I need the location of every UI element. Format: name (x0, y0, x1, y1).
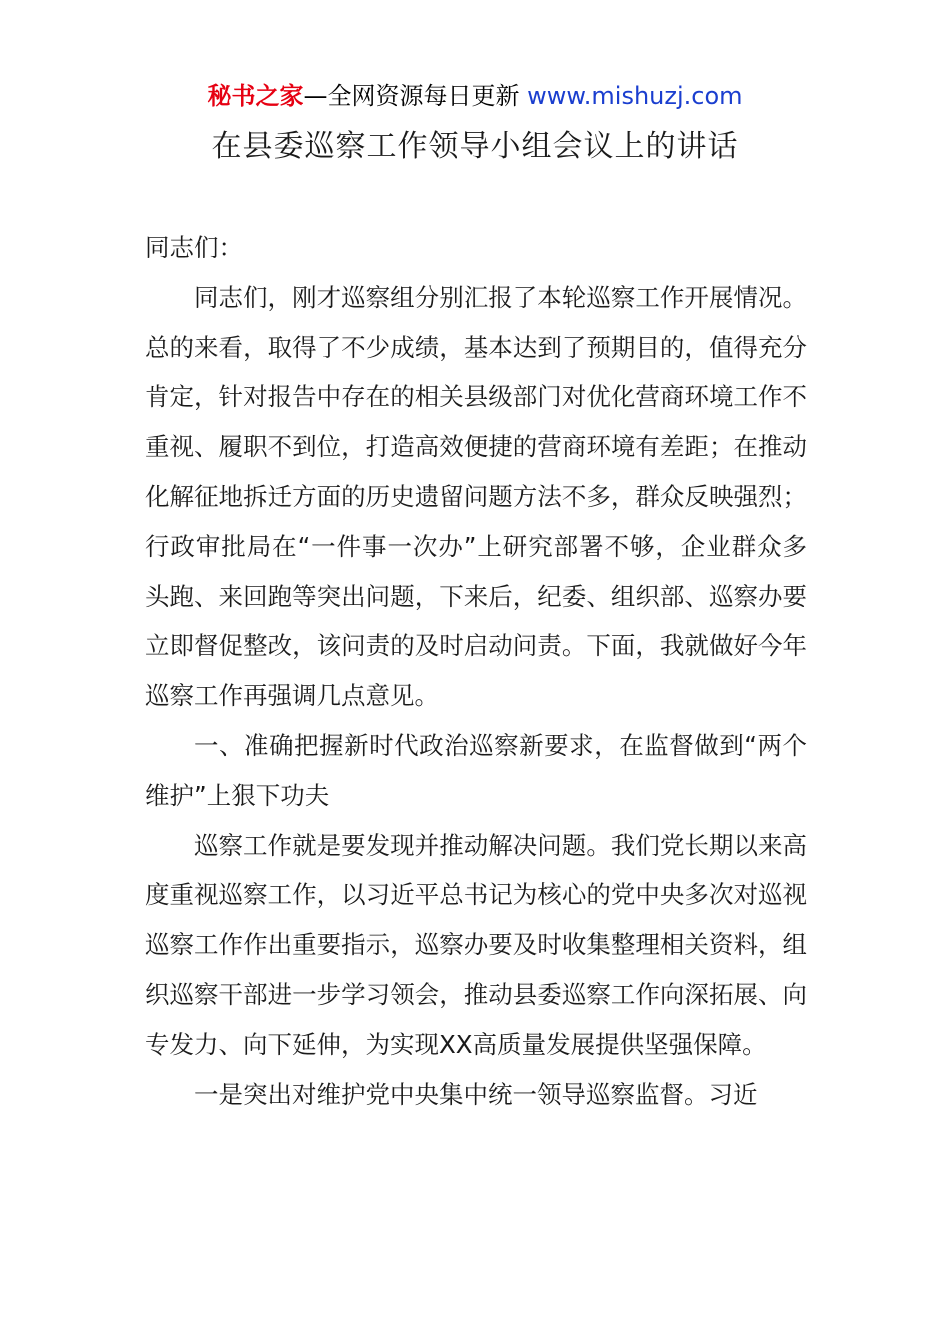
section-heading-1: 一、准确把握新时代政治巡察新要求，在监督做到“两个维护”上狠下功夫 (145, 730, 807, 810)
site-url-link[interactable]: www.mishuzj.com (527, 82, 743, 110)
site-header (0, 78, 950, 114)
paragraph-point-1: 一是突出对维护党中央集中统一领导巡察监督。习近 (194, 1079, 758, 1109)
site-name: 秘书之家 (207, 82, 304, 110)
document-title: 在县委巡察工作领导小组会议上的讲话 (211, 129, 739, 164)
paragraph-intro: 同志们，刚才巡察组分别汇报了本轮巡察工作开展情况。总的来看，取得了不少成绩，基本达到了预期目的，值得充分肯定，针对报告中存在的相关县级部门对优化营商环境工作不重视、履职不到位，打造高效便捷的营商环境有差距；在推动化解征地拆迁方面的历史遗留问题方法不多，群众反映强烈；行政审批局在“一件事一次办”上研究部署不够，企业群众多头跑、来回跑等突出问题，下来后，纪委、组织部、巡察办要立即督促整改，该问责的及时启动问责。下面，我就做好今年巡察工作再强调几点意见。 (145, 282, 807, 711)
salutation: 同志们： (145, 233, 243, 262)
document-body (145, 223, 807, 1119)
paragraph-section-1: 巡察工作就是要发现并推动解决问题。我们党长期以来高度重视巡察工作，以习近平总书记为核心的党中央多次对巡视巡察工作作出重要指示，巡察办要及时收集整理相关资料，组织巡察干部进一步学习领会，推动县委巡察工作向深拓展、向专发力、向下延伸，为实现XX高质量发展提供坚强保障。 (145, 830, 807, 1059)
site-tagline: —全网资源每日更新 (303, 82, 520, 110)
